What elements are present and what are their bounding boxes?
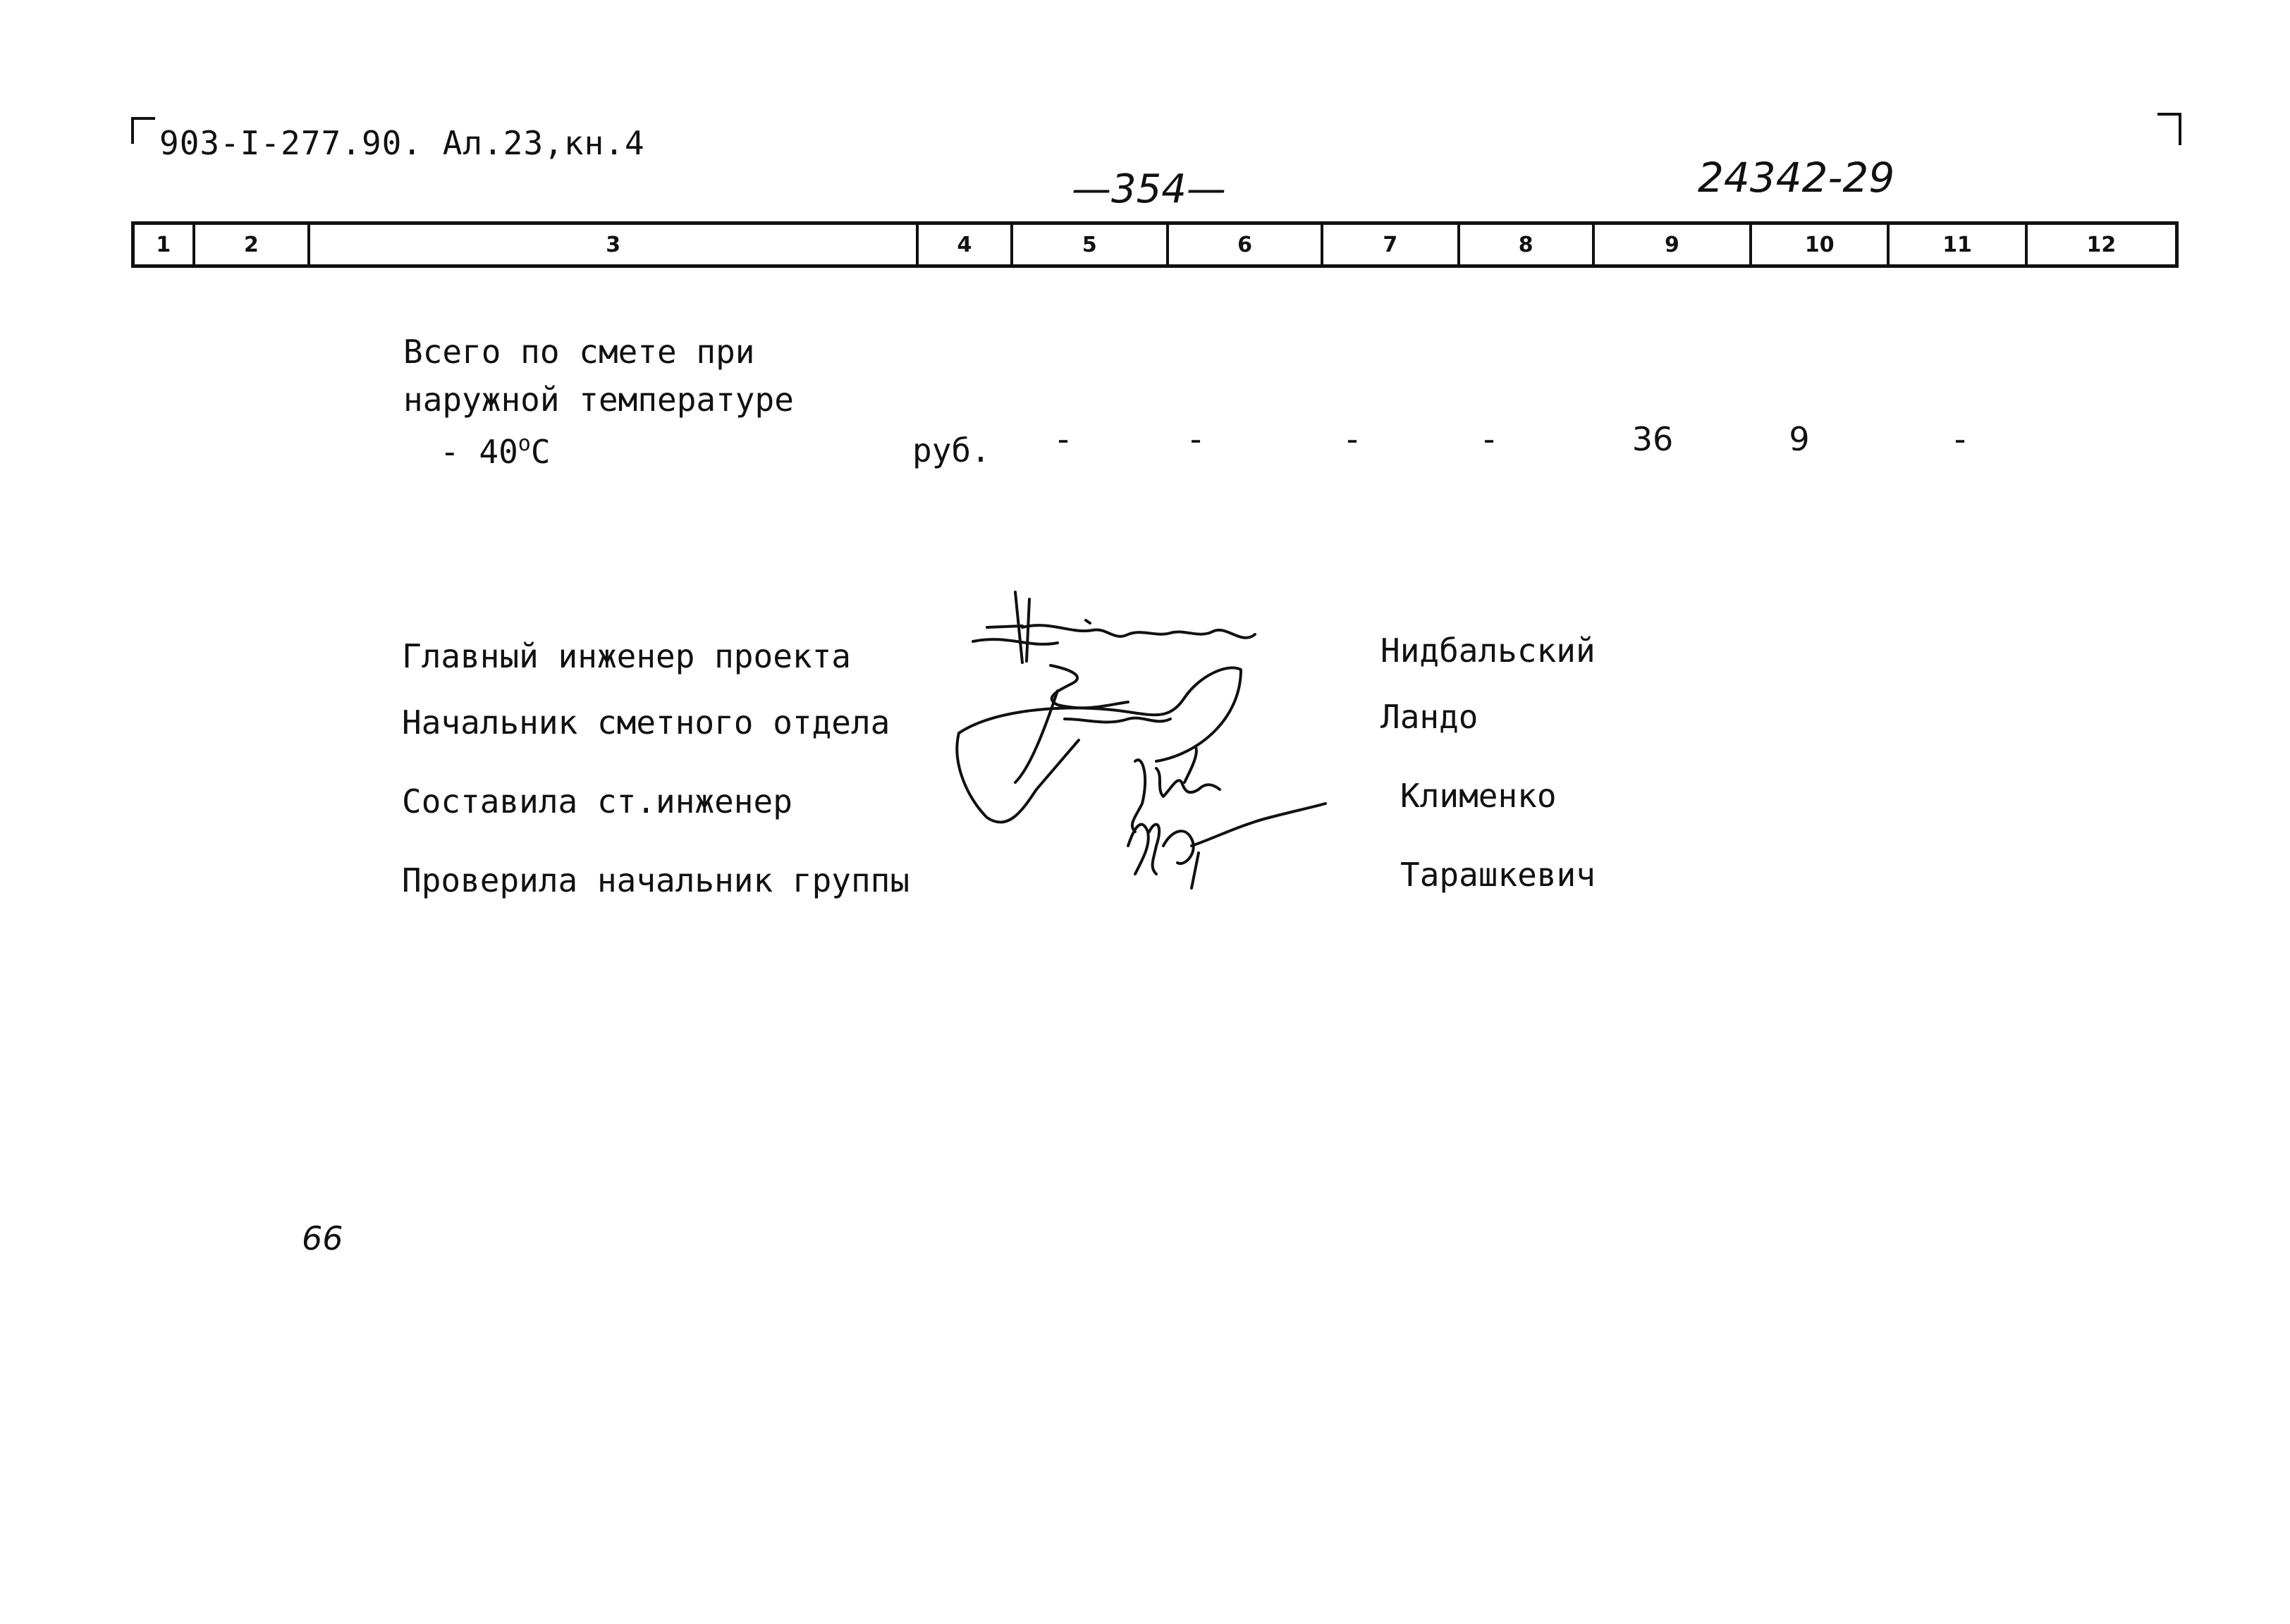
signature-name-chief-engineer: Нидбальский <box>1380 632 1596 670</box>
total-value-col8: - <box>1483 420 1495 458</box>
column-header-2: 2 <box>195 225 310 264</box>
column-header-4: 4 <box>919 225 1013 264</box>
signature-role-chief-engineer: Главный инженер проекта <box>402 637 851 675</box>
total-unit: руб. <box>912 431 991 469</box>
total-label-line-1: Всего по смете при <box>403 333 755 371</box>
signature-name-estimates-head: Ландо <box>1380 698 1478 736</box>
total-value-col9: 36 <box>1631 420 1674 458</box>
column-header-8: 8 <box>1460 225 1595 264</box>
signature-role-compiled-by: Составила ст.инженер <box>402 782 792 820</box>
total-value-col5: - <box>1057 420 1070 458</box>
total-label-line-2: наружной температуре <box>403 381 794 419</box>
column-header-5: 5 <box>1013 225 1169 264</box>
total-label-temperature <box>440 431 551 471</box>
signature-stroke-3 <box>1132 747 1220 832</box>
handwritten-signatures <box>945 578 1368 916</box>
corner-mark-right <box>2157 113 2181 145</box>
corner-mark-left <box>131 117 155 144</box>
total-value-col11: - <box>1954 420 1966 458</box>
signature-stroke-4 <box>1128 804 1325 888</box>
signature-stroke-2 <box>957 665 1241 822</box>
column-header-12: 12 <box>2086 232 2117 257</box>
total-value-col10: 9 <box>1789 420 1810 458</box>
temperature-unit: С <box>530 433 551 471</box>
sheet-number: 66 <box>302 1219 343 1257</box>
degree-sign: о <box>518 431 531 456</box>
signature-name-compiled-by: Клименко <box>1400 777 1557 815</box>
column-header-1: 1 <box>135 225 195 264</box>
column-header-10: 10 <box>1752 225 1890 264</box>
column-header-11: 11 <box>1890 225 2027 264</box>
signature-name-checked-by: Тарашкевич <box>1400 856 1596 894</box>
document-reference: 24342-29 <box>1698 154 1895 202</box>
column-header-3: 3 <box>310 225 919 264</box>
signature-stroke-1 <box>973 592 1255 663</box>
total-value-col7: - <box>1346 420 1359 458</box>
signature-role-estimates-head: Начальник сметного отдела <box>402 703 890 742</box>
column-header-row <box>131 221 2179 268</box>
document-code: 903-I-277.90. Ал.23,кн.4 <box>159 124 645 162</box>
column-header-7: 7 <box>1323 225 1459 264</box>
temperature-value: - 40 <box>440 433 518 471</box>
signature-role-checked-by: Проверила начальник группы <box>402 861 910 899</box>
column-header-6: 6 <box>1169 225 1323 264</box>
page-number: —354— <box>1072 166 1226 212</box>
total-value-col6: - <box>1189 420 1202 458</box>
column-header-9: 9 <box>1595 225 1752 264</box>
